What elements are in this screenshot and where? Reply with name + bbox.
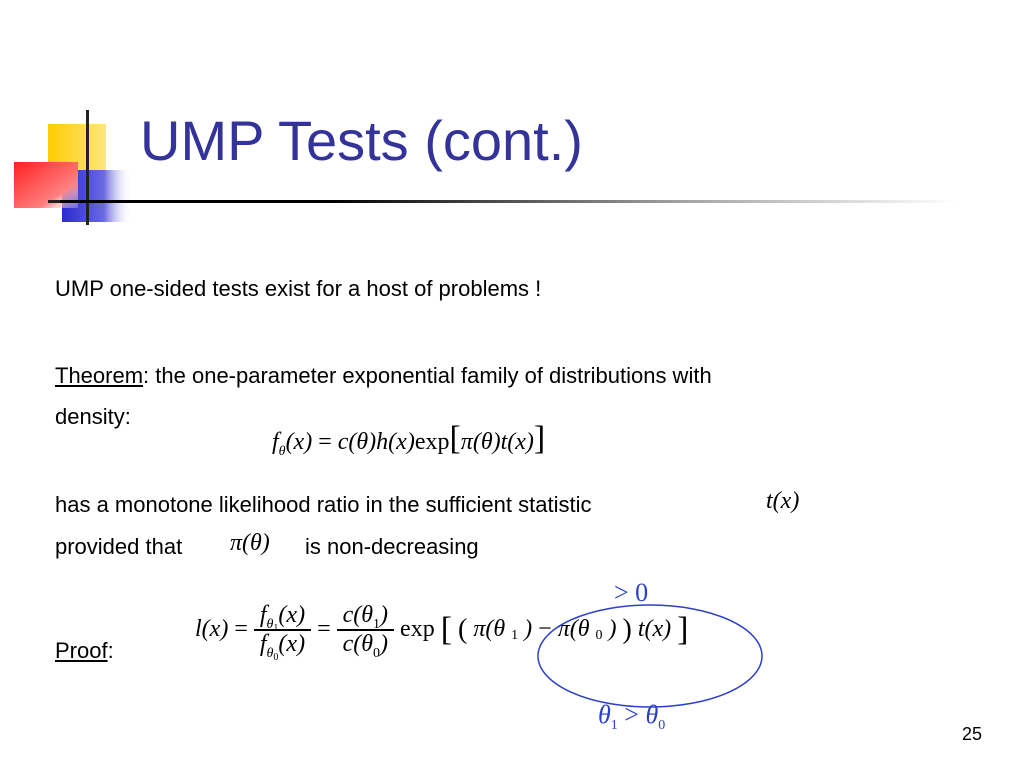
density-ratio-fraction: $\frac{f_{\theta_1}(x)}{f_{\theta_0}(x)}$ bbox=[254, 602, 311, 658]
mlr-text: has a monotone likelihood ratio in the sufficient statistic bbox=[55, 492, 592, 517]
slide-logo bbox=[0, 0, 140, 240]
density-equation: $f_\theta(x) = c(\theta)h(x)\exp[\pi(\theta)t(x)]$ bbox=[272, 420, 546, 459]
proof-label: Proof bbox=[55, 638, 108, 663]
positive-annotation: > 0 bbox=[614, 578, 649, 607]
proof-colon: : bbox=[107, 638, 114, 663]
nondecreasing-text: is non-decreasing bbox=[305, 534, 479, 559]
theorem-line bbox=[55, 363, 712, 389]
page-number: 25 bbox=[962, 724, 983, 744]
theta-inequality-annotation: $\theta_1 > \theta_0$ bbox=[598, 700, 666, 733]
proof-line bbox=[55, 638, 114, 664]
normalizer-ratio-fraction: $\frac{c(\theta_1)}{c(\theta_0)}$ bbox=[337, 602, 394, 658]
likelihood-ratio-equation: l(x) = $\frac{f_{\theta_1}(x)}{f_{\theta_0}(x)}$ = $\frac{c(\theta_1)}{c(\theta_0)}$ exp [ ( π(θ 1 ) − π(θ 0 ) ) t(x) ] bbox=[195, 602, 689, 663]
density-label: density: bbox=[55, 404, 131, 429]
pi-theta-expression: π(θ) bbox=[230, 530, 270, 556]
intro-line: UMP one-sided tests exist for a host of problems ! bbox=[55, 276, 542, 301]
theorem-label: Theorem bbox=[55, 363, 144, 388]
theorem-text: : the one-parameter exponential family of distributions with bbox=[143, 363, 712, 388]
slide-title: UMP Tests (cont.) bbox=[140, 109, 583, 172]
title-divider bbox=[60, 200, 960, 203]
highlight-ellipse bbox=[535, 602, 765, 710]
statistic-expression: t(x) bbox=[766, 488, 800, 514]
provided-text: provided that bbox=[55, 534, 183, 559]
